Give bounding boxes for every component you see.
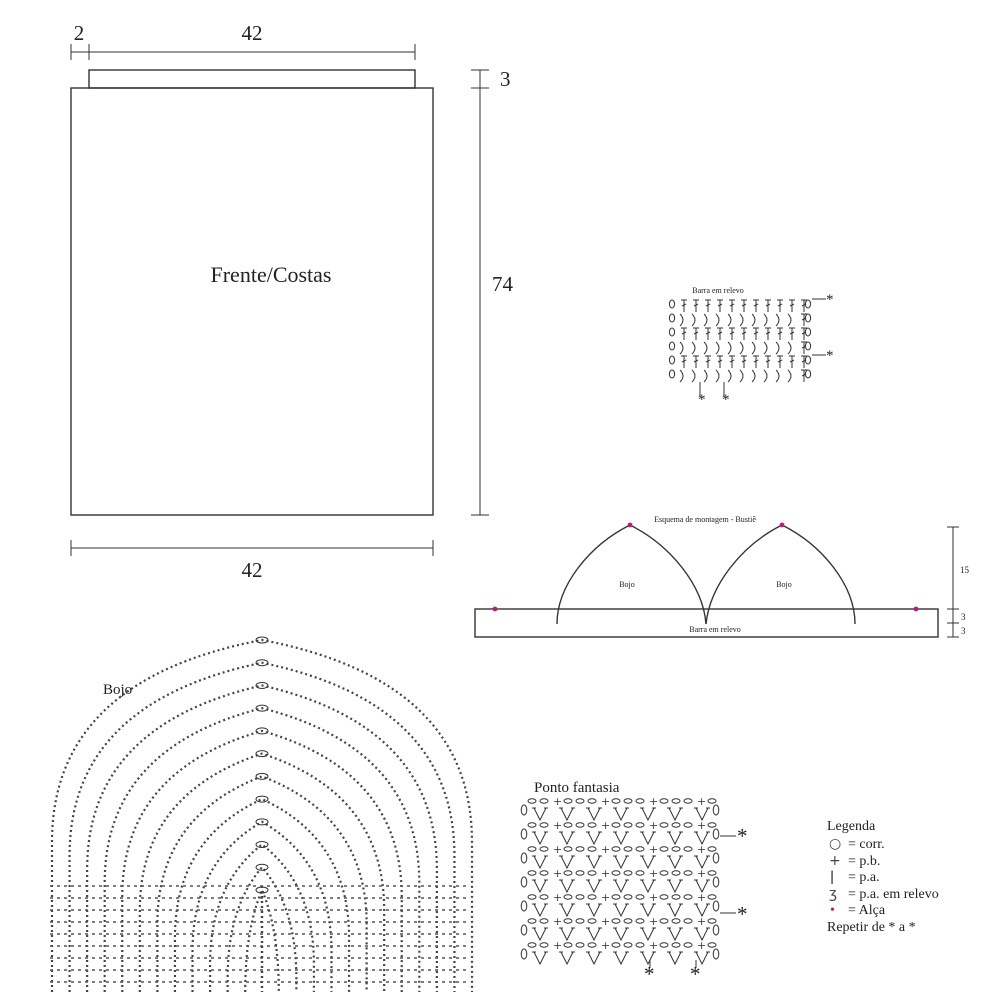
- fancy-chain-stitch: [684, 943, 692, 947]
- fancy-v-stitch: [588, 880, 600, 892]
- fancy-chain-stitch: [660, 799, 668, 803]
- fancy-chain-stitch: [624, 871, 632, 875]
- relief-chain-stitch: [805, 370, 810, 378]
- fancy-single-crochet: +: [553, 819, 563, 832]
- fancy-v-stitch: [561, 952, 573, 964]
- fancy-v-stitch: [561, 832, 573, 844]
- fancy-chain-stitch: [672, 823, 680, 827]
- fancy-chain-stitch: [672, 919, 680, 923]
- fancy-chain-stitch: [636, 895, 644, 899]
- fancy-single-crochet: +: [697, 867, 707, 880]
- fancy-v-stitch: [588, 856, 600, 868]
- fancy-chain-stitch: [624, 919, 632, 923]
- fancy-chain-stitch: [576, 799, 584, 803]
- fancy-chain-stitch: [528, 823, 536, 827]
- legend-symbol-relief-double-crochet: ʒ: [829, 886, 838, 902]
- cup-chain-stitch: [256, 773, 268, 779]
- fancy-single-crochet: +: [697, 915, 707, 928]
- fancy-chain-stitch: [636, 847, 644, 851]
- fancy-chain-stitch: [713, 925, 719, 935]
- fancy-chain-stitch: [713, 949, 719, 959]
- fancy-chain-stitch: [612, 847, 620, 851]
- fancy-chain-stitch: [588, 799, 596, 803]
- legend: [827, 819, 939, 935]
- legend-text-single-crochet: = p.b.: [848, 854, 881, 869]
- relief-raised-stitch: [740, 314, 743, 326]
- cup-stitch-chart: [50, 637, 472, 992]
- fancy-chain-stitch: [576, 895, 584, 899]
- fancy-chain-stitch: [708, 895, 716, 899]
- fancy-chain-stitch: [636, 823, 644, 827]
- fancy-chain-stitch: [708, 823, 716, 827]
- cup-chain-stitch: [256, 842, 268, 848]
- relief-raised-stitch: [680, 342, 683, 354]
- relief-raised-stitch: [692, 370, 695, 382]
- fancy-chain-stitch: [660, 943, 668, 947]
- fancy-chain-stitch: [564, 799, 572, 803]
- fancy-single-crochet: +: [553, 795, 563, 808]
- fancy-chain-stitch: [684, 847, 692, 851]
- fancy-v-stitch: [615, 904, 627, 916]
- fancy-chain-stitch: [528, 919, 536, 923]
- legend-text-chain: = corr.: [848, 837, 885, 852]
- relief-raised-stitch: [680, 370, 683, 382]
- relief-raised-stitch: [716, 370, 719, 382]
- fancy-chain-stitch: [588, 823, 596, 827]
- fancy-single-crochet: +: [601, 819, 611, 832]
- fancy-chain-stitch: [624, 799, 632, 803]
- relief-raised-stitch: [788, 342, 791, 354]
- fancy-v-stitch: [588, 928, 600, 940]
- fancy-chain-stitch: [660, 823, 668, 827]
- relief-chart-grid: [669, 300, 810, 396]
- fancy-single-crochet: +: [697, 795, 707, 808]
- strap-dot-left-cup: [628, 523, 633, 528]
- legend-symbol-double-crochet: ǀ: [830, 869, 835, 885]
- fancy-v-stitch: [588, 808, 600, 820]
- fancy-chain-stitch: [708, 943, 716, 947]
- fancy-single-crochet: +: [697, 843, 707, 856]
- fancy-chain-stitch: [521, 853, 527, 863]
- relief-raised-stitch: [716, 314, 719, 326]
- fancy-single-crochet: +: [649, 795, 659, 808]
- fancy-chain-stitch: [588, 871, 596, 875]
- fancy-single-crochet: +: [649, 939, 659, 952]
- fancy-repeat-mark-top: *: [737, 824, 748, 848]
- relief-chain-stitch: [805, 300, 810, 308]
- fancy-v-stitch: [534, 808, 546, 820]
- relief-raised-stitch: [692, 342, 695, 354]
- relief-repeat-mark-top: *: [826, 292, 834, 308]
- fancy-chain-stitch: [612, 895, 620, 899]
- fancy-stitch-title: Ponto fantasia: [534, 780, 620, 796]
- fancy-chain-stitch: [636, 871, 644, 875]
- fancy-chain-stitch: [528, 895, 536, 899]
- assembly-diagram: [475, 515, 970, 637]
- fancy-single-crochet: +: [553, 915, 563, 928]
- relief-chain-stitch: [805, 342, 810, 350]
- fancy-chain-stitch: [672, 943, 680, 947]
- dim-band-height: 3: [500, 67, 511, 91]
- dim-inner-width: 42: [241, 21, 263, 45]
- dim-bottom-width: 42: [241, 558, 263, 582]
- relief-chain-stitch: [669, 356, 674, 364]
- fancy-chain-stitch: [564, 943, 572, 947]
- fancy-v-stitch: [561, 856, 573, 868]
- fancy-chain-stitch: [708, 871, 716, 875]
- fancy-chain-stitch: [576, 943, 584, 947]
- fancy-chain-stitch: [684, 823, 692, 827]
- relief-raised-stitch: [728, 342, 731, 354]
- relief-raised-stitch: [692, 314, 695, 326]
- fancy-chain-stitch: [660, 919, 668, 923]
- fancy-chain-stitch: [576, 919, 584, 923]
- fancy-v-stitch: [588, 904, 600, 916]
- relief-raised-stitch: [764, 314, 767, 326]
- fancy-single-crochet: +: [601, 915, 611, 928]
- fancy-chain-stitch: [672, 799, 680, 803]
- relief-raised-stitch: [728, 314, 731, 326]
- fancy-chain-stitch: [521, 901, 527, 911]
- cup-left-label: Bojo: [619, 580, 635, 589]
- relief-raised-stitch: [740, 342, 743, 354]
- fancy-chain-stitch: [612, 943, 620, 947]
- fancy-chain-stitch: [564, 895, 572, 899]
- fancy-v-stitch: [561, 880, 573, 892]
- fancy-chain-stitch: [564, 919, 572, 923]
- fancy-chain-stitch: [540, 895, 548, 899]
- fancy-chain-stitch: [576, 871, 584, 875]
- fancy-single-crochet: +: [649, 867, 659, 880]
- fancy-single-crochet: +: [649, 915, 659, 928]
- relief-repeat-mark-bottom: *: [826, 348, 834, 364]
- dim-panel-height: 74: [492, 272, 513, 296]
- fancy-chain-stitch: [588, 847, 596, 851]
- fancy-single-crochet: +: [649, 843, 659, 856]
- panel-diagram: [71, 21, 514, 582]
- fancy-chain-stitch: [612, 919, 620, 923]
- legend-symbol-single-crochet: +: [829, 853, 841, 869]
- fancy-single-crochet: +: [697, 939, 707, 952]
- fancy-v-stitch: [669, 832, 681, 844]
- fancy-v-stitch: [615, 856, 627, 868]
- fancy-single-crochet: +: [601, 891, 611, 904]
- fancy-chain-stitch: [624, 943, 632, 947]
- fancy-v-stitch: [615, 928, 627, 940]
- fancy-chain-stitch: [540, 919, 548, 923]
- fancy-v-stitch: [669, 880, 681, 892]
- fancy-chain-stitch: [588, 943, 596, 947]
- fancy-chain-stitch: [540, 847, 548, 851]
- assembly-band-label: Barra em relevo: [689, 625, 741, 634]
- dim-band-1: 3: [961, 612, 966, 622]
- dim-border: 2: [73, 21, 85, 45]
- relief-raised-stitch: [704, 370, 707, 382]
- fancy-chain-stitch: [528, 871, 536, 875]
- relief-chain-stitch: [805, 314, 810, 322]
- fancy-v-stitch: [588, 832, 600, 844]
- fancy-repeat-mark-bottom: *: [737, 902, 748, 926]
- fancy-chain-stitch: [576, 823, 584, 827]
- fancy-v-stitch: [561, 928, 573, 940]
- fancy-chain-stitch: [684, 871, 692, 875]
- fancy-single-crochet: +: [649, 891, 659, 904]
- relief-raised-stitch: [776, 342, 779, 354]
- relief-raised-stitch: [704, 342, 707, 354]
- fancy-chain-stitch: [540, 871, 548, 875]
- dim-cup-height: 15: [960, 565, 969, 575]
- cup-chain-stitch: [256, 796, 268, 802]
- fancy-stitch-grid: [521, 795, 719, 968]
- relief-raised-stitch: [740, 370, 743, 382]
- fancy-chain-stitch: [684, 895, 692, 899]
- fancy-chain-stitch: [540, 799, 548, 803]
- fancy-chain-stitch: [564, 823, 572, 827]
- fancy-v-stitch: [669, 808, 681, 820]
- relief-raised-stitch: [788, 314, 791, 326]
- fancy-chain-stitch: [636, 943, 644, 947]
- fancy-single-crochet: +: [601, 795, 611, 808]
- fancy-chain-stitch: [612, 823, 620, 827]
- relief-chain-stitch: [669, 314, 674, 322]
- fancy-single-crochet: +: [601, 939, 611, 952]
- fancy-v-stitch: [669, 928, 681, 940]
- fancy-chain-stitch: [672, 847, 680, 851]
- relief-stitch-chart: [669, 286, 833, 408]
- fancy-chain-stitch: [660, 871, 668, 875]
- fancy-single-crochet: +: [553, 891, 563, 904]
- fancy-single-crochet: +: [697, 819, 707, 832]
- fancy-chain-stitch: [713, 853, 719, 863]
- relief-chain-stitch: [669, 300, 674, 308]
- relief-chain-stitch: [669, 342, 674, 350]
- relief-raised-stitch: [776, 370, 779, 382]
- fancy-v-stitch: [561, 904, 573, 916]
- fancy-chain-stitch: [660, 895, 668, 899]
- fancy-v-stitch: [534, 856, 546, 868]
- relief-chart-title: Barra em relevo: [692, 286, 744, 295]
- fancy-single-crochet: +: [553, 843, 563, 856]
- fancy-v-stitch: [534, 952, 546, 964]
- legend-text-double-crochet: = p.a.: [848, 870, 880, 885]
- legend-text-relief-double-crochet: = p.a. em relevo: [848, 887, 939, 902]
- fancy-chain-stitch: [684, 799, 692, 803]
- fancy-single-crochet: +: [601, 867, 611, 880]
- fancy-chain-stitch: [708, 847, 716, 851]
- fancy-chain-stitch: [528, 799, 536, 803]
- fancy-v-stitch: [534, 904, 546, 916]
- fancy-chain-stitch: [564, 847, 572, 851]
- fancy-chain-stitch: [624, 847, 632, 851]
- fancy-chain-stitch: [564, 871, 572, 875]
- fancy-chain-stitch: [672, 895, 680, 899]
- fancy-chain-stitch: [708, 799, 716, 803]
- legend-symbol-strap: •: [830, 903, 835, 918]
- fancy-chain-stitch: [588, 895, 596, 899]
- fancy-v-stitch: [669, 952, 681, 964]
- relief-raised-stitch: [716, 342, 719, 354]
- fancy-v-stitch: [534, 880, 546, 892]
- fancy-v-stitch: [615, 952, 627, 964]
- legend-text-strap: = Alça: [848, 903, 886, 918]
- relief-raised-stitch: [788, 370, 791, 382]
- panel-label: Frente/Costas: [210, 262, 332, 287]
- relief-raised-stitch: [752, 314, 755, 326]
- fancy-repeat-mark-left: *: [644, 962, 655, 986]
- fancy-v-stitch: [615, 832, 627, 844]
- relief-raised-stitch: [680, 314, 683, 326]
- fancy-chain-stitch: [612, 799, 620, 803]
- fancy-chain-stitch: [521, 829, 527, 839]
- fancy-v-stitch: [669, 904, 681, 916]
- fancy-chain-stitch: [521, 877, 527, 887]
- fancy-chain-stitch: [540, 943, 548, 947]
- fancy-chain-stitch: [713, 901, 719, 911]
- fancy-chain-stitch: [624, 895, 632, 899]
- fancy-chain-stitch: [528, 943, 536, 947]
- fancy-chain-stitch: [521, 925, 527, 935]
- fancy-chain-stitch: [684, 919, 692, 923]
- panel-band-outline: [89, 70, 415, 88]
- fancy-chain-stitch: [713, 805, 719, 815]
- strap-dot-right-band: [914, 607, 919, 612]
- fancy-v-stitch: [615, 808, 627, 820]
- relief-repeat-mark-left: *: [698, 392, 706, 408]
- fancy-single-crochet: +: [649, 819, 659, 832]
- cup-chain-stitch: [256, 864, 268, 870]
- fancy-single-crochet: +: [697, 891, 707, 904]
- dim-band-2: 3: [961, 626, 966, 636]
- relief-raised-stitch: [728, 370, 731, 382]
- fancy-chain-stitch: [708, 919, 716, 923]
- assembly-title: Esquema de montagem - Bustiê: [654, 515, 756, 524]
- relief-raised-stitch: [752, 370, 755, 382]
- fancy-chain-stitch: [660, 847, 668, 851]
- fancy-chain-stitch: [588, 919, 596, 923]
- fancy-chain-stitch: [612, 871, 620, 875]
- fancy-v-stitch: [534, 832, 546, 844]
- fancy-chain-stitch: [576, 847, 584, 851]
- relief-raised-stitch: [764, 342, 767, 354]
- fancy-v-stitch: [669, 856, 681, 868]
- strap-dot-right-cup: [780, 523, 785, 528]
- fancy-chain-stitch: [521, 949, 527, 959]
- fancy-chain-stitch: [713, 829, 719, 839]
- fancy-single-crochet: +: [553, 867, 563, 880]
- fancy-repeat-mark-right: *: [690, 962, 701, 986]
- fancy-chain-stitch: [713, 877, 719, 887]
- relief-raised-stitch: [776, 314, 779, 326]
- fancy-chain-stitch: [624, 823, 632, 827]
- relief-chain-stitch: [669, 328, 674, 336]
- fancy-v-stitch: [588, 952, 600, 964]
- relief-raised-stitch: [764, 370, 767, 382]
- legend-repeat-note: Repetir de * a *: [827, 920, 916, 935]
- legend-symbol-chain: ○: [829, 836, 842, 852]
- fancy-chain-stitch: [636, 919, 644, 923]
- panel-outline: [71, 88, 433, 515]
- cup-stitch-row: [157, 776, 366, 992]
- fancy-v-stitch: [534, 928, 546, 940]
- fancy-chain-stitch: [540, 823, 548, 827]
- fancy-chain-stitch: [528, 847, 536, 851]
- cup-chart-title: Bojo: [103, 682, 133, 698]
- fancy-chain-stitch: [521, 805, 527, 815]
- relief-raised-stitch: [704, 314, 707, 326]
- strap-dot-left-band: [493, 607, 498, 612]
- fancy-chain-stitch: [672, 871, 680, 875]
- fancy-v-stitch: [615, 880, 627, 892]
- relief-chain-stitch: [805, 356, 810, 364]
- fancy-v-stitch: [561, 808, 573, 820]
- fancy-single-crochet: +: [553, 939, 563, 952]
- relief-repeat-mark-right: *: [722, 392, 730, 408]
- fancy-single-crochet: +: [601, 843, 611, 856]
- relief-chain-stitch: [805, 328, 810, 336]
- cup-right-label: Bojo: [776, 580, 792, 589]
- fancy-chain-stitch: [636, 799, 644, 803]
- relief-chain-stitch: [669, 370, 674, 378]
- fancy-stitch-chart: [521, 780, 747, 986]
- relief-raised-stitch: [752, 342, 755, 354]
- cup-stitch-row: [175, 799, 349, 992]
- legend-title: Legenda: [827, 819, 876, 834]
